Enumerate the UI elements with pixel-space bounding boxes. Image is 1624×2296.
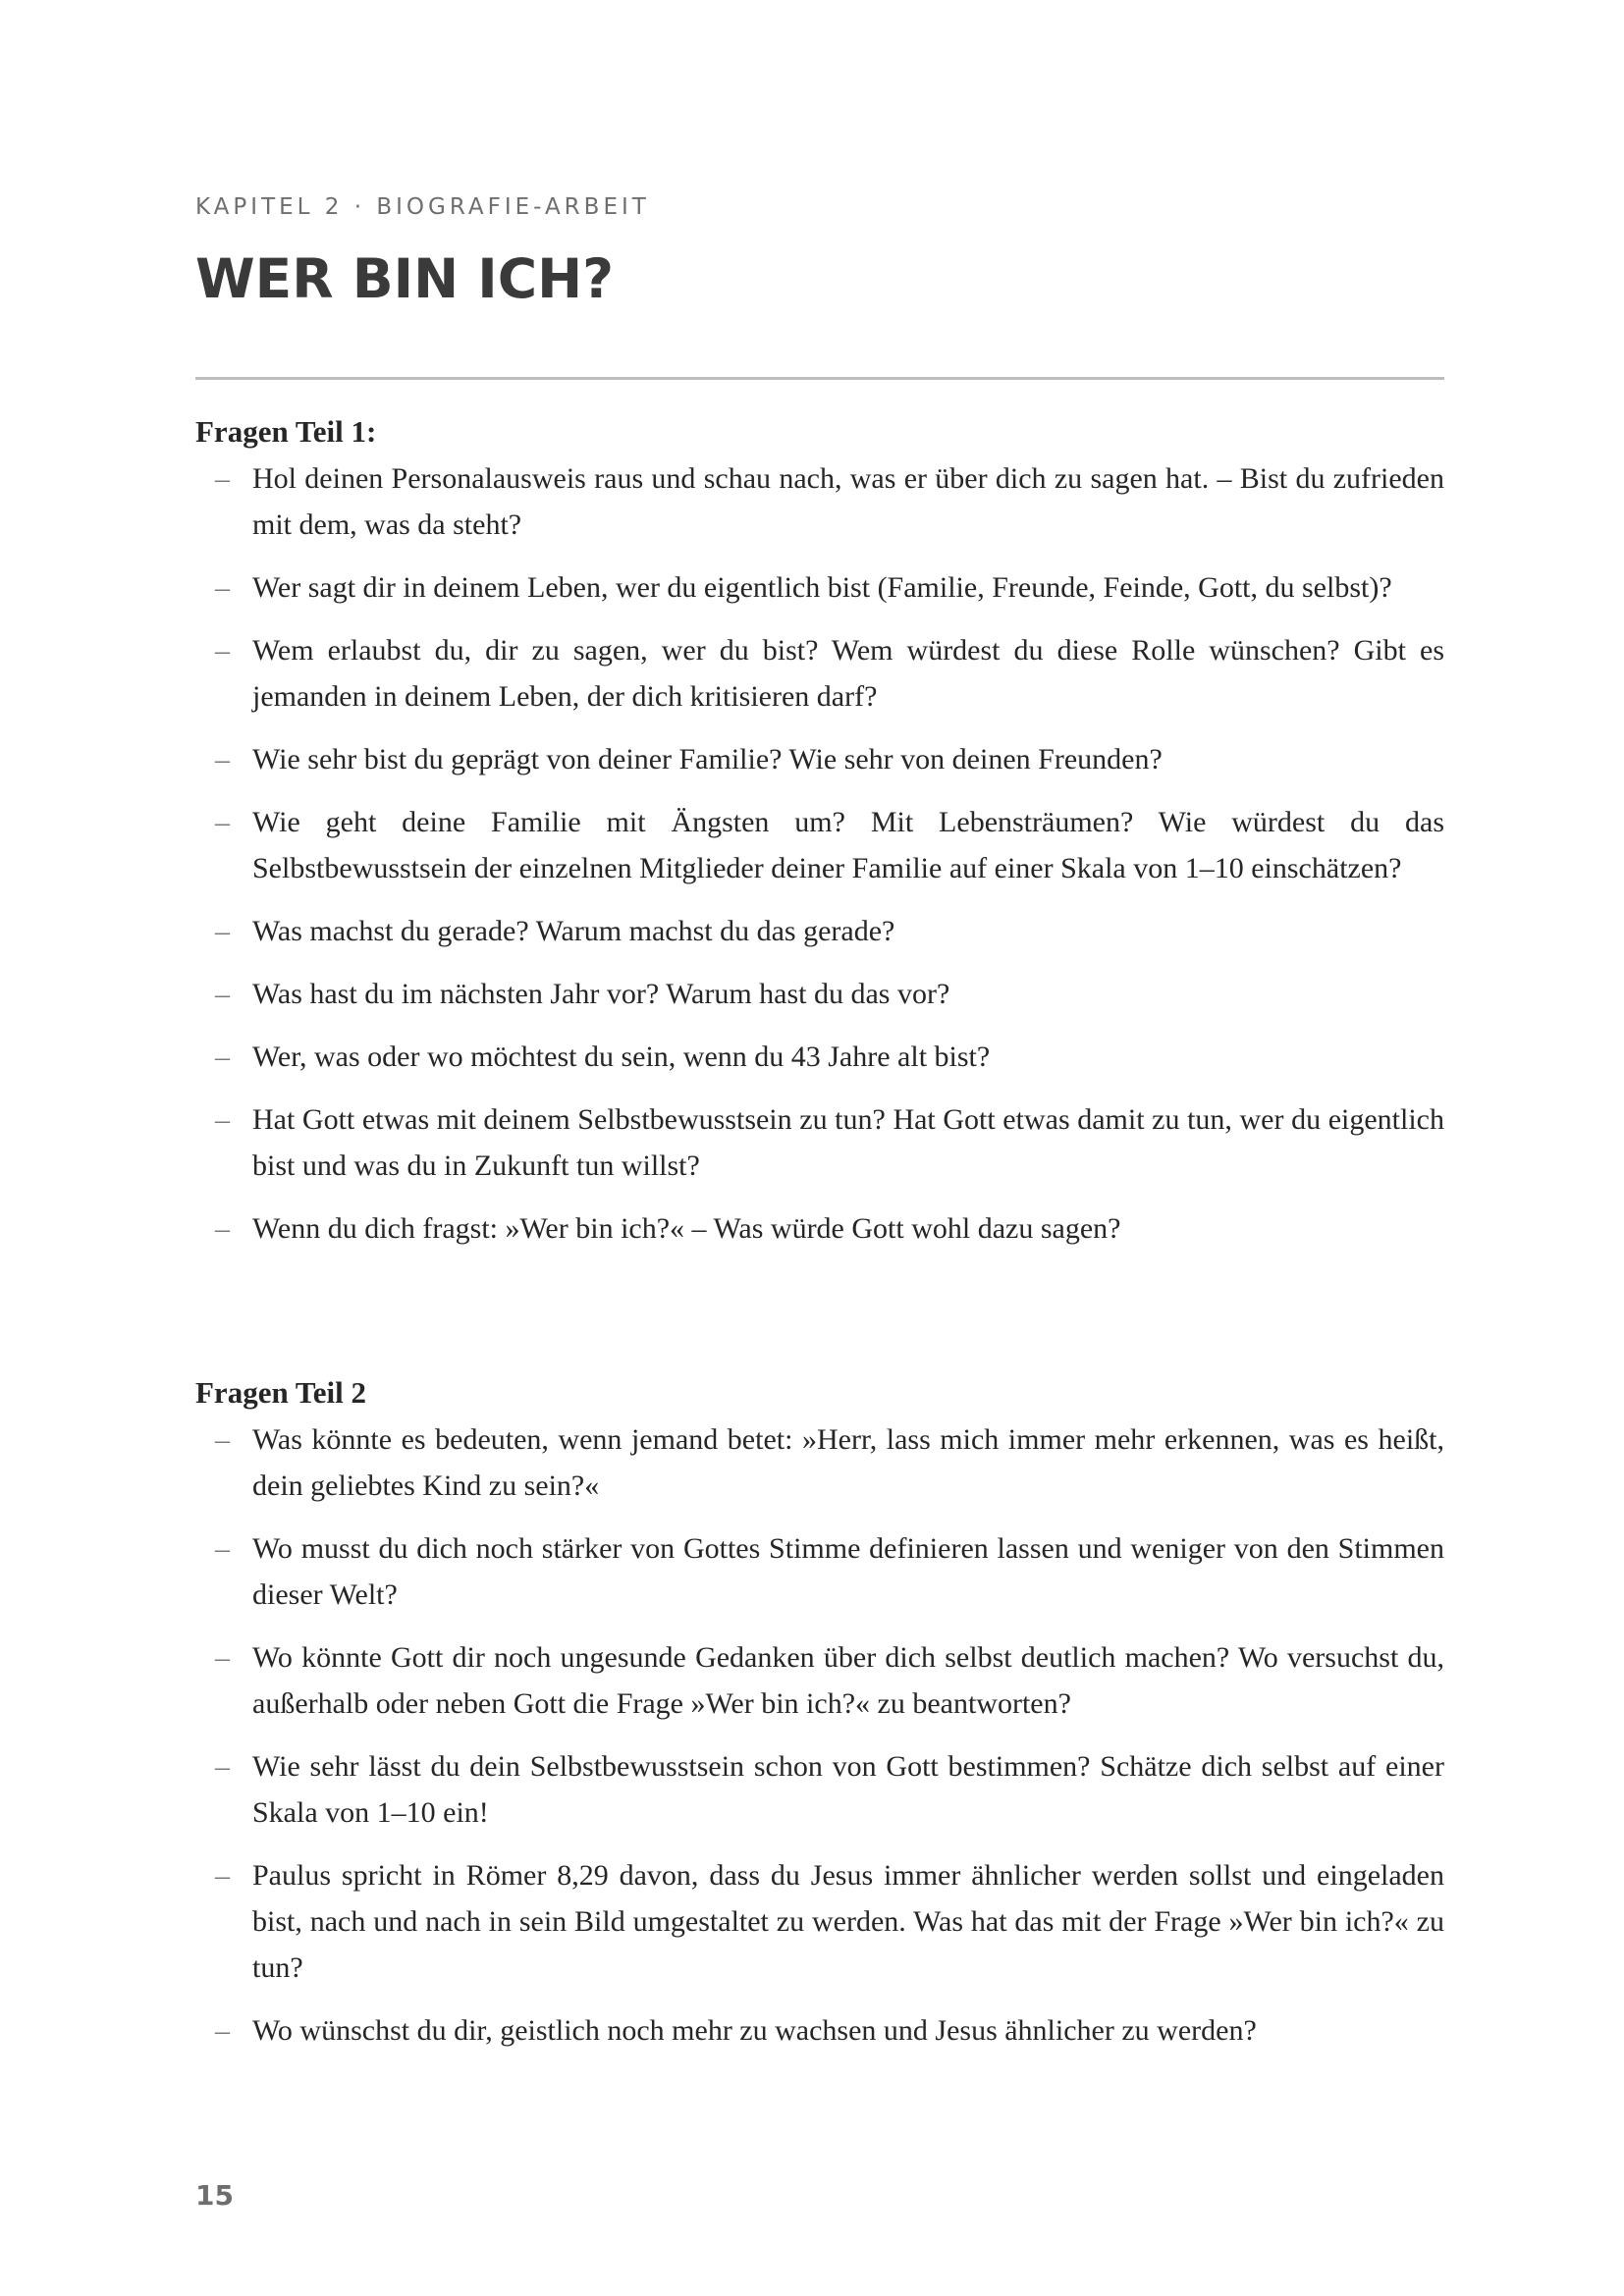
question-text: Paulus spricht in Römer 8,29 davon, dass du Jesus immer ähnlicher werden sollst und eingeladen bist, nach und nach in sein Bild umgestaltet zu werden. Was hat das mit der Frage »Wer bin ich?« zu tun?	[252, 1859, 1444, 1984]
dash-bullet: –	[215, 634, 230, 667]
dash-bullet: –	[215, 1641, 230, 1674]
question-text: Was könnte es bedeuten, wenn jemand betet: »Herr, lass mich immer mehr erkennen, was es heißt, dein geliebtes Kind zu sein?«	[252, 1423, 1444, 1502]
section-questions-part-1	[195, 411, 1444, 1268]
question-text: Wenn du dich fragst: »Wer bin ich?« – Was würde Gott wohl dazu sagen?	[252, 1212, 1121, 1245]
question-text: Wie geht deine Familie mit Ängsten um? Mit Lebensträumen? Wie würdest du das Selbstbewusstsein der einzelnen Mitglieder deiner Familie auf einer Skala von 1–10 einschätzen?	[252, 806, 1444, 884]
list-item	[195, 908, 1444, 954]
dash-bullet: –	[215, 1750, 230, 1783]
page-number: 15	[195, 2179, 234, 2212]
list-item	[195, 1205, 1444, 1252]
question-text: Wo wünschst du dir, geistlich noch mehr zu wachsen und Jesus ähnlicher zu werden?	[252, 2014, 1257, 2047]
list-item	[195, 1634, 1444, 1727]
dash-bullet: –	[215, 1103, 230, 1136]
dash-bullet: –	[215, 1532, 230, 1565]
question-text: Wo musst du dich noch stärker von Gottes Stimme definieren lassen und weniger von den Stimmen dieser Welt?	[252, 1532, 1444, 1611]
list-item	[195, 627, 1444, 720]
list-item	[195, 564, 1444, 611]
question-list	[195, 1416, 1444, 2054]
dash-bullet: –	[215, 1423, 230, 1456]
dash-bullet: –	[215, 571, 230, 604]
dash-bullet: –	[215, 462, 230, 495]
header-divider	[195, 377, 1444, 380]
dash-bullet: –	[215, 915, 230, 947]
list-item	[195, 971, 1444, 1017]
list-item	[195, 736, 1444, 782]
question-text: Wem erlaubst du, dir zu sagen, wer du bist? Wem würdest du diese Rolle wünschen? Gibt es jemanden in deinem Leben, der dich kritisieren darf?	[252, 634, 1444, 713]
question-text: Was machst du gerade? Warum machst du das gerade?	[252, 915, 895, 947]
dash-bullet: –	[215, 1212, 230, 1245]
question-text: Wer sagt dir in deinem Leben, wer du eigentlich bist (Familie, Freunde, Feinde, Gott, du selbst)?	[252, 571, 1392, 604]
dash-bullet: –	[215, 2014, 230, 2047]
list-item	[195, 1525, 1444, 1618]
question-text: Was hast du im nächsten Jahr vor? Warum hast du das vor?	[252, 978, 950, 1010]
question-text: Wo könnte Gott dir noch ungesunde Gedanken über dich selbst deutlich machen? Wo versuchst du, außerhalb oder neben Gott die Frage »Wer bin ich?« zu beantworten?	[252, 1641, 1444, 1720]
section-heading: Fragen Teil 1:	[195, 414, 377, 449]
dash-bullet: –	[215, 1859, 230, 1892]
dash-bullet: –	[215, 978, 230, 1010]
dash-bullet: –	[215, 806, 230, 838]
question-list	[195, 455, 1444, 1252]
list-item	[195, 1416, 1444, 1509]
chapter-kicker: KAPITEL 2 · BIOGRAFIE-ARBEIT	[195, 194, 650, 220]
page-title: WER BIN ICH?	[195, 247, 615, 310]
list-item	[195, 2007, 1444, 2054]
list-item	[195, 1852, 1444, 1991]
question-text: Hat Gott etwas mit deinem Selbstbewusstsein zu tun? Hat Gott etwas damit zu tun, wer du eigentlich bist und was du in Zukunft tun willst?	[252, 1103, 1444, 1182]
dash-bullet: –	[215, 1041, 230, 1073]
section-questions-part-2	[195, 1372, 1444, 2070]
list-item	[195, 1034, 1444, 1080]
list-item	[195, 799, 1444, 891]
list-item	[195, 455, 1444, 548]
question-text: Hol deinen Personalausweis raus und schau nach, was er über dich zu sagen hat. – Bist du zufrieden mit dem, was da steht?	[252, 462, 1444, 541]
list-item	[195, 1096, 1444, 1189]
question-text: Wie sehr lässt du dein Selbstbewusstsein schon von Gott bestimmen? Schätze dich selbst auf einer Skala von 1–10 ein!	[252, 1750, 1444, 1829]
question-text: Wer, was oder wo möchtest du sein, wenn du 43 Jahre alt bist?	[252, 1041, 991, 1073]
question-text: Wie sehr bist du geprägt von deiner Familie? Wie sehr von deinen Freunden?	[252, 743, 1163, 775]
list-item	[195, 1743, 1444, 1836]
section-heading: Fragen Teil 2	[195, 1375, 366, 1410]
dash-bullet: –	[215, 743, 230, 775]
